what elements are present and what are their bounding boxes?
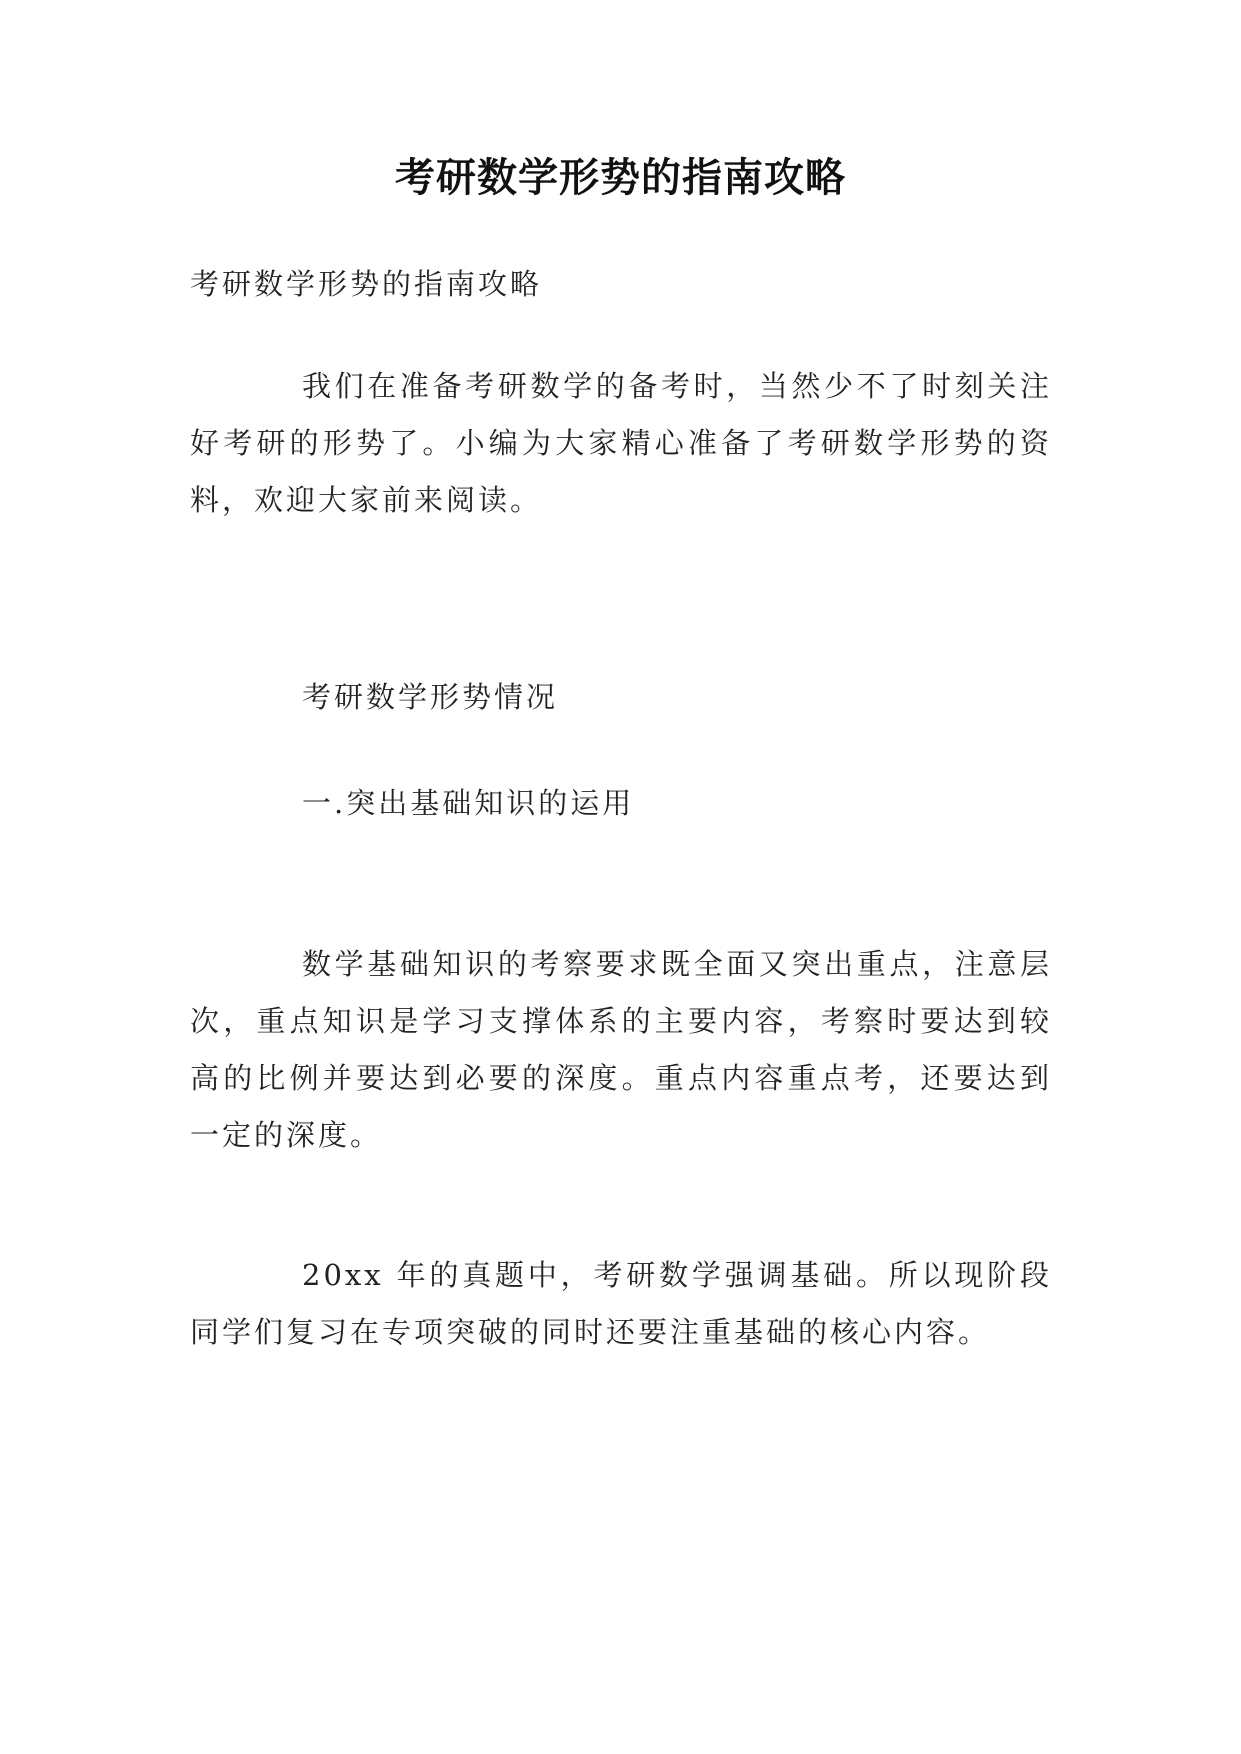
intro-paragraph: 我们在准备考研数学的备考时，当然少不了时刻关注好考研的形势了。小编为大家精心准备了考研数学形势的资料，欢迎大家前来阅读。 [190,369,1052,517]
subtitle-line: 考研数学形势的指南攻略 [190,267,543,301]
body-paragraph-basics: 数学基础知识的考察要求既全面又突出重点，注意层次，重点知识是学习支撑体系的主要内容，考察时要达到较高的比例并要达到必要的深度。重点内容重点考，还要达到一定的深度。 [190,947,1052,1152]
body-paragraph-exam: 20xx 年的真题中，考研数学强调基础。所以现阶段同学们复习在专项突破的同时还要注重基础的核心内容。 [190,1258,1052,1349]
subsection-heading: 一.突出基础知识的运用 [302,786,635,820]
document-title: 考研数学形势的指南攻略 [395,155,846,201]
section-heading: 考研数学形势情况 [302,680,559,714]
